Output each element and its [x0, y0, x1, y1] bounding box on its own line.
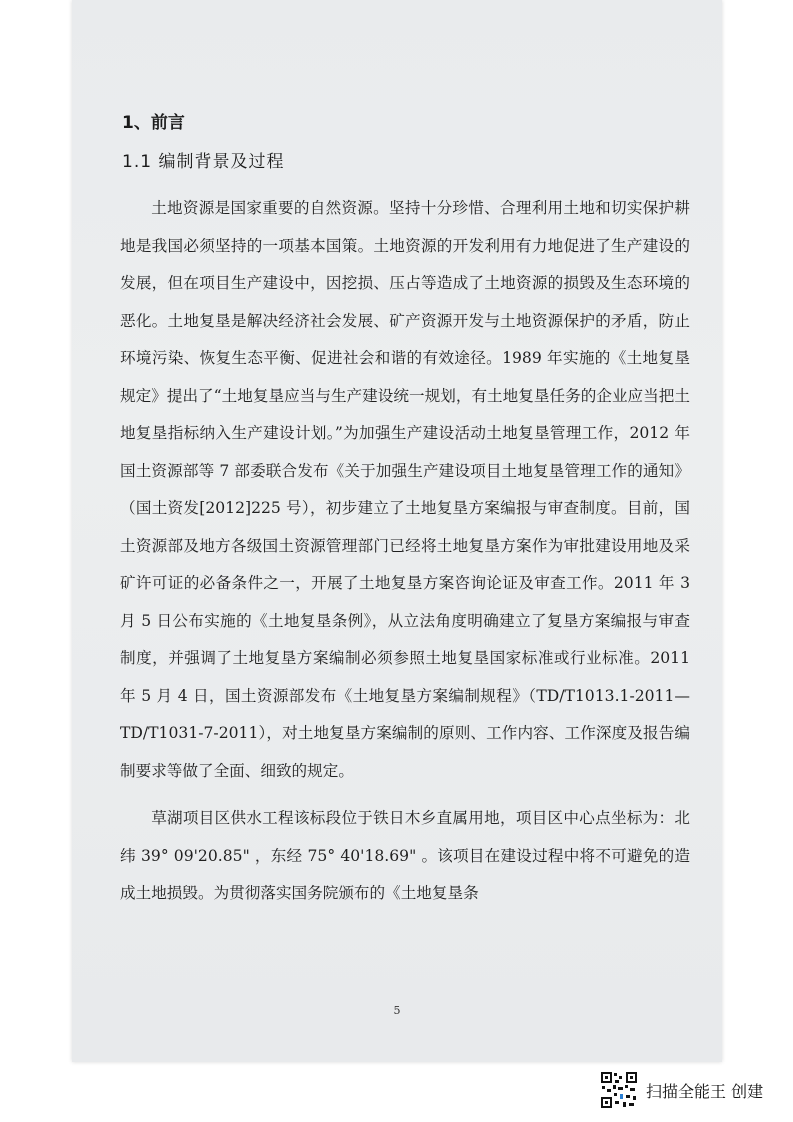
section-heading: 1、前言 [122, 113, 185, 133]
paragraph-2: 草湖项目区供水工程该标段位于铁日木乡直属用地，项目区中心点坐标为：北纬 39° 09'20.85" ，东经 75° 40'18.69" 。该项目在建设过程中将不可避免的造成土地损毁。为贯彻落实国务院颁布的《土地复垦条 [120, 809, 690, 902]
scanner-watermark [600, 1070, 763, 1110]
paragraph-1: 土地资源是国家重要的自然资源。坚持十分珍惜、合理利用土地和切实保护耕地是我国必须坚持的一项基本国策。土地资源的开发利用有力地促进了生产建设的发展，但在项目生产建设中，因挖损、压占等造成了土地资源的损毁及生态环境的恶化。土地复垦是解决经济社会发展、矿产资源开发与土地资源保护的矛盾，防止环境污染、恢复生态平衡、促进社会和谐的有效途径。1989 年实施的《土地复垦规定》提出了“土地复垦应当与生产建设统一规划，有土地复垦任务的企业应当把土地复垦指标纳入生产建设计划。”为加强生产建设活动土地复垦管理工作，2012 年国土资源部等 7 部委联合发布《关于加强生产建设项目土地复垦管理工作的通知》（国土资发[2012]225 号），初步建立了土地复垦方案编报与审查制度。目前，国土资源部及地方各级国土资源管理部门已经将土地复垦方案作为审批建设用地及采矿许可证的必备条件之一，开展了土地复垦方案咨询论证及审查工作。2011 年 3 月 5 日公布实施的《土地复垦条例》，从立法角度明确建立了复垦方案编报与审查制度，并强调了土地复垦方案编制必须参照土地复垦国家标准或行业标准。2011 年 5 月 4 日，国土资源部发布《土地复垦方案编制规程》（TD/T1013.1-2011—TD/T1031-7-2011），对土地复垦方案编制的原则、工作内容、工作深度及报告编制要求等做了全面、细致的规定。 [120, 199, 690, 780]
page-number: 5 [393, 1004, 401, 1017]
qr-code-icon [600, 1071, 638, 1109]
scanned-page [72, 0, 722, 1062]
watermark-text: 扫描全能王 创建 [646, 1081, 764, 1101]
subsection-heading: 1.1 编制背景及过程 [122, 152, 285, 172]
document-body [120, 108, 690, 913]
